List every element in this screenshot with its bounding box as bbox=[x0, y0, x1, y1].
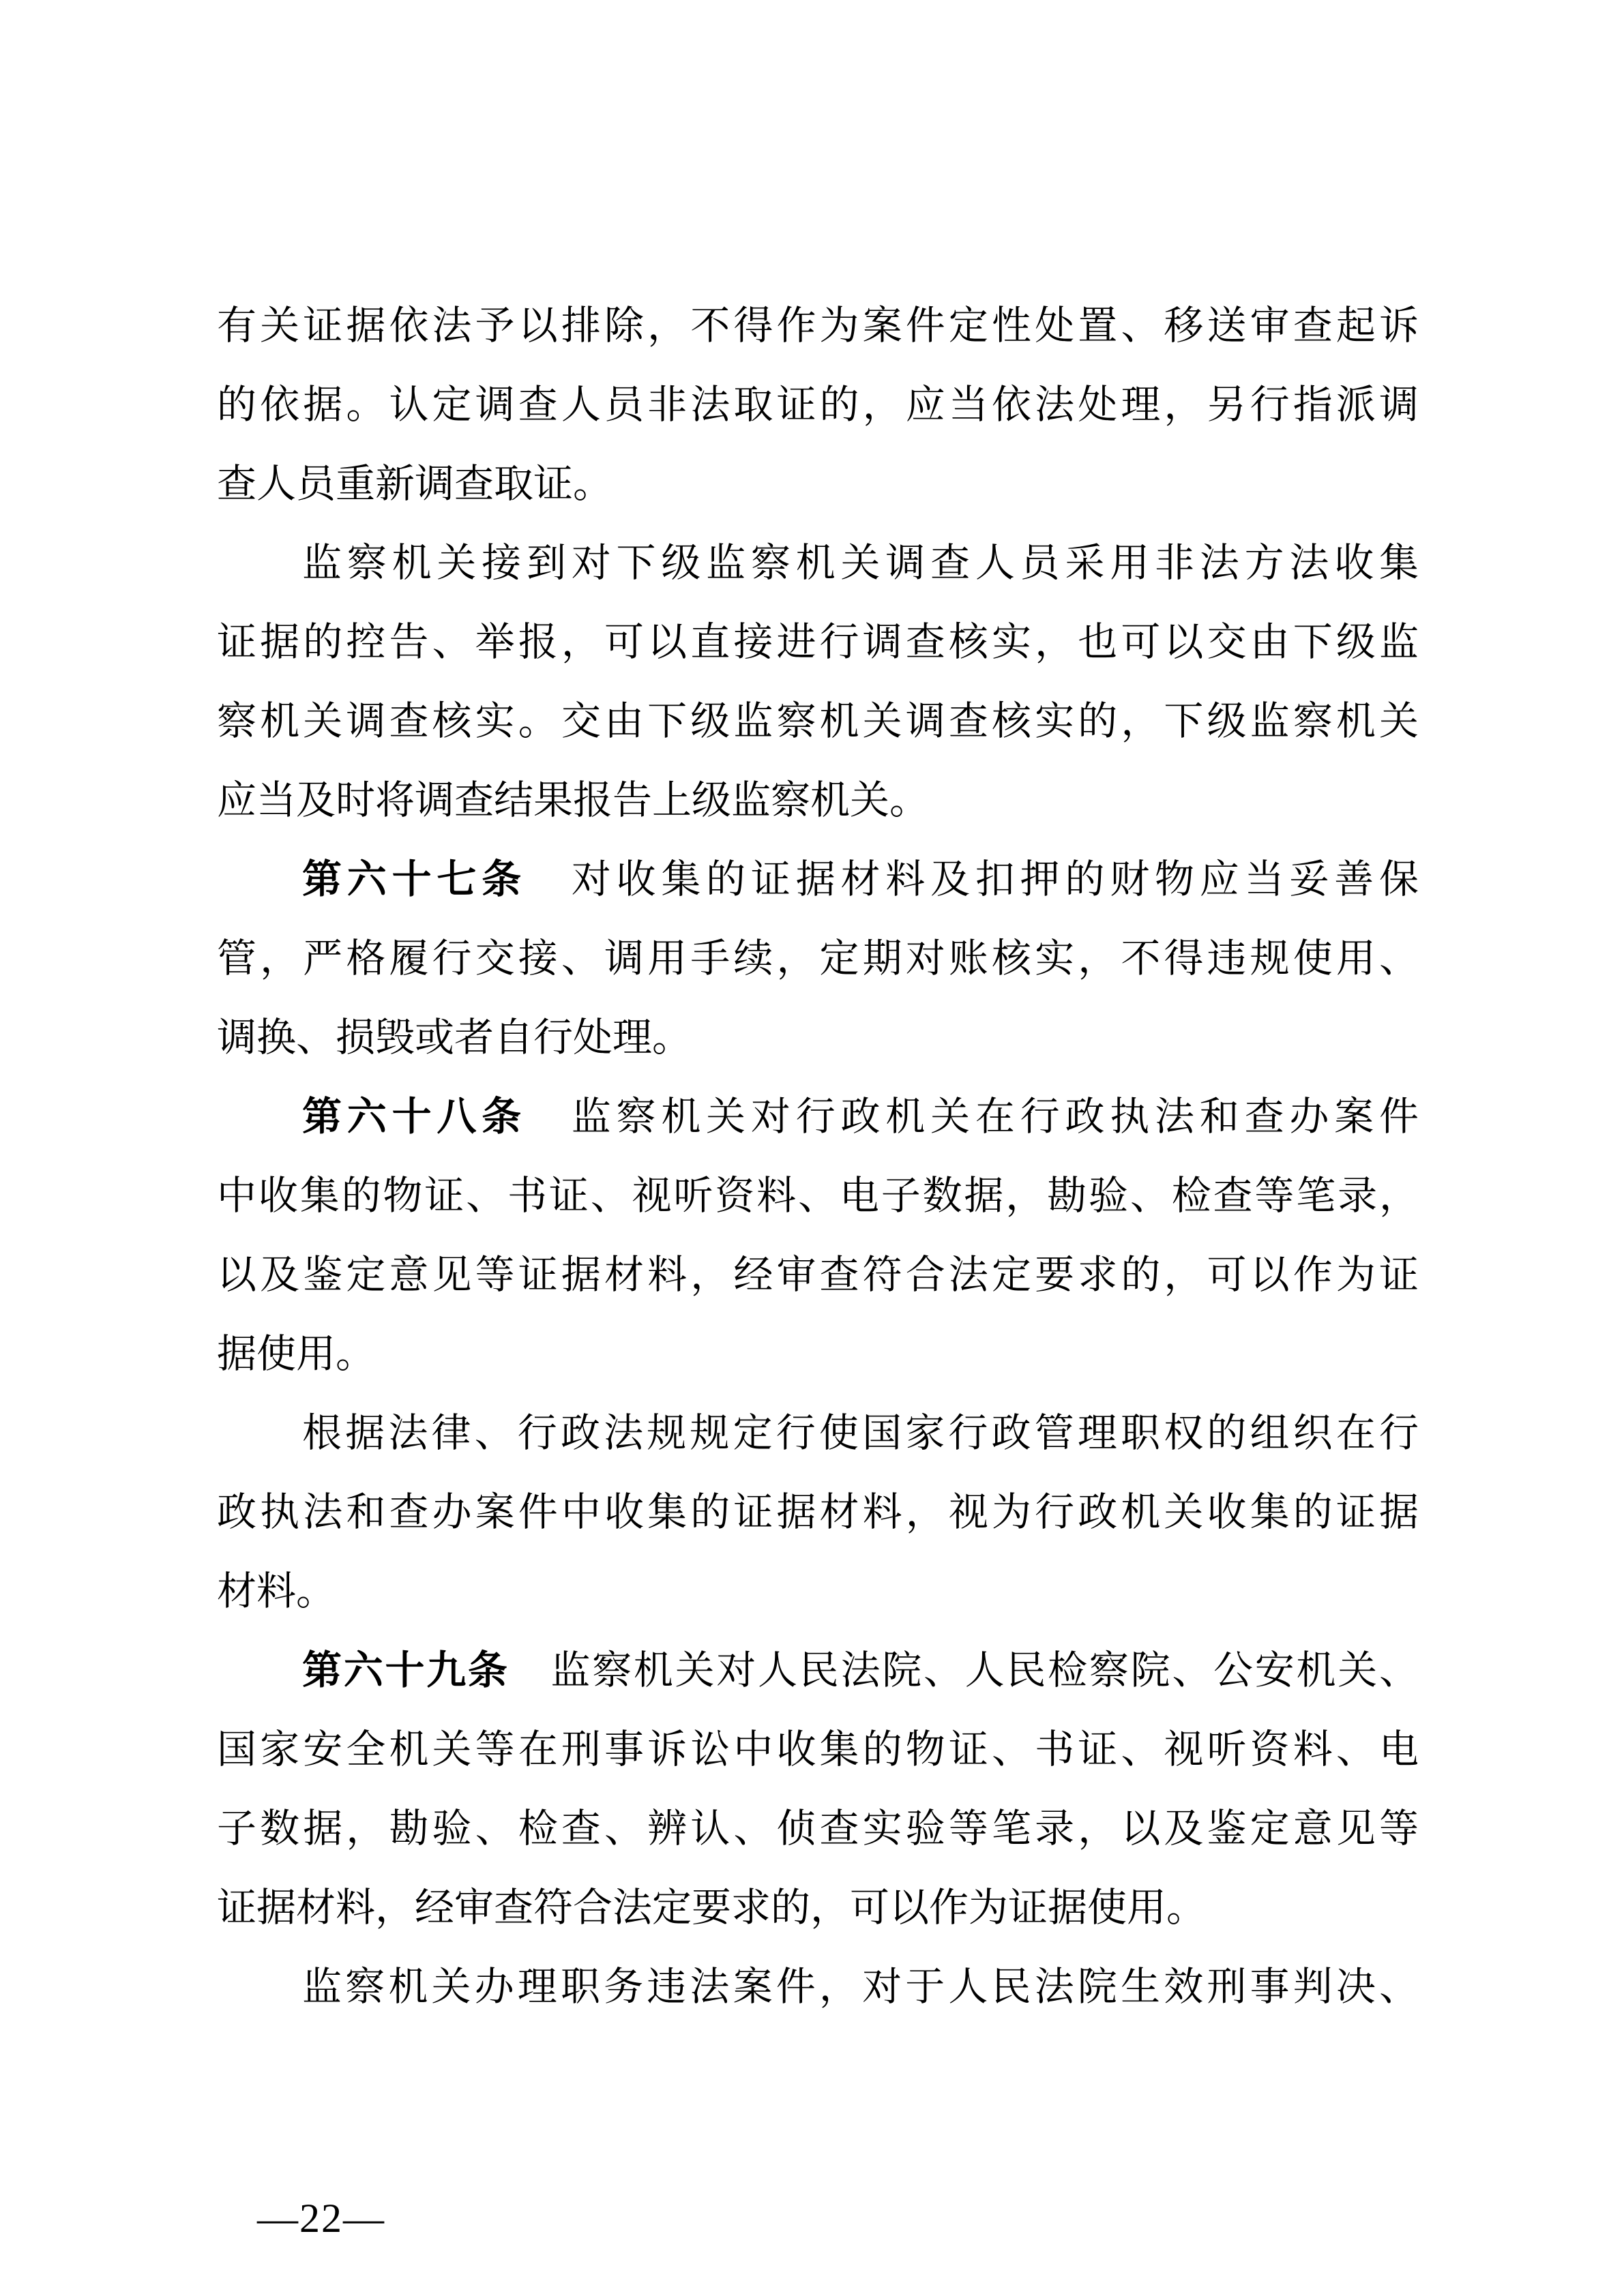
line-text: 监察机关接到对下级监察机关调查人员采用非法方法收集 bbox=[302, 541, 1419, 585]
article-number: 第六十九条 bbox=[302, 1648, 510, 1693]
line-text: 以及鉴定意见等证据材料，经审查符合法定要求的，可以作为证 bbox=[217, 1253, 1419, 1297]
text-line bbox=[217, 1394, 1419, 1473]
line-text: 监察机关对人民法院、人民检察院、公安机关、 bbox=[548, 1648, 1419, 1693]
text-line bbox=[217, 1710, 1419, 1789]
line-text: 政执法和查办案件中收集的证据材料，视为行政机关收集的证据 bbox=[217, 1490, 1419, 1534]
text-line bbox=[217, 1315, 1419, 1394]
line-text: 的依据。认定调查人员非法取证的，应当依法处理，另行指派调 bbox=[217, 383, 1419, 427]
line-text: 管，严格履行交接、调用手续，定期对账核实，不得违规使用、 bbox=[217, 936, 1419, 981]
line-text: 子数据，勘验、检查、辨认、侦查实验等笔录，以及鉴定意见等 bbox=[217, 1806, 1419, 1851]
line-text: 调换、损毁或者自行处理。 bbox=[217, 1015, 692, 1060]
text-line bbox=[217, 286, 1419, 366]
line-text: 证据材料，经审查符合法定要求的，可以作为证据使用。 bbox=[217, 1885, 1207, 1930]
line-text: 材料。 bbox=[217, 1569, 336, 1613]
document-body bbox=[217, 286, 1419, 2027]
text-line bbox=[217, 1948, 1419, 2027]
line-text: 监察机关办理职务违法案件，对于人民法院生效刑事判决、 bbox=[302, 1965, 1419, 2009]
line-text: 监察机关对行政机关在行政执法和查办案件 bbox=[565, 1094, 1419, 1139]
text-line bbox=[217, 1631, 1419, 1710]
article-gap bbox=[510, 1683, 549, 1684]
line-text: 对收集的证据材料及扣押的财物应当妥善保 bbox=[565, 857, 1419, 901]
article-number: 第六十七条 bbox=[302, 857, 527, 901]
line-text: 察机关调查核实。交由下级监察机关调查核实的，下级监察机关 bbox=[217, 699, 1419, 743]
article-gap bbox=[527, 892, 566, 893]
article-number: 第六十八条 bbox=[302, 1094, 527, 1139]
article-gap bbox=[527, 1129, 566, 1130]
text-line bbox=[217, 524, 1419, 603]
text-line bbox=[217, 1236, 1419, 1315]
line-text: 国家安全机关等在刑事诉讼中收集的物证、书证、视听资料、电 bbox=[217, 1727, 1419, 1772]
line-text: 证据的控告、举报，可以直接进行调查核实，也可以交由下级监 bbox=[217, 620, 1419, 664]
text-line bbox=[217, 919, 1419, 998]
text-line bbox=[217, 1473, 1419, 1552]
text-line bbox=[217, 1157, 1419, 1236]
text-line bbox=[217, 603, 1419, 682]
text-line bbox=[217, 1077, 1419, 1157]
text-line bbox=[217, 366, 1419, 445]
text-line bbox=[217, 445, 1419, 524]
line-text: 有关证据依法予以排除，不得作为案件定性处置、移送审查起诉 bbox=[217, 303, 1419, 348]
text-line bbox=[217, 840, 1419, 919]
line-text: 根据法律、行政法规规定行使国家行政管理职权的组织在行 bbox=[302, 1411, 1419, 1455]
line-text: 据使用。 bbox=[217, 1332, 376, 1376]
page-number: —22— bbox=[257, 2196, 385, 2241]
line-text: 应当及时将调查结果报告上级监察机关。 bbox=[217, 778, 930, 822]
text-line bbox=[217, 1868, 1419, 1948]
text-line bbox=[217, 998, 1419, 1077]
text-line bbox=[217, 761, 1419, 840]
line-text: 查人员重新调查取证。 bbox=[217, 462, 613, 506]
text-line bbox=[217, 1789, 1419, 1868]
text-line bbox=[217, 682, 1419, 761]
text-line bbox=[217, 1552, 1419, 1631]
line-text: 中收集的物证、书证、视听资料、电子数据，勘验、检查等笔录， bbox=[217, 1174, 1419, 1218]
